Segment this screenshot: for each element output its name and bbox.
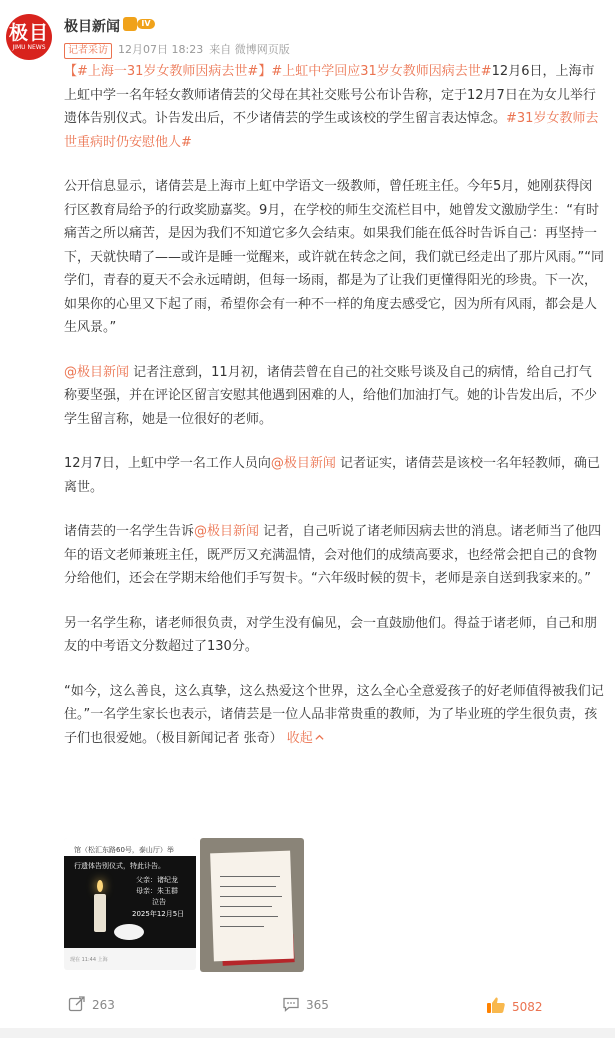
paragraph-text: 12月7日，上虹中学一名工作人员向 [64, 456, 271, 471]
paragraph-text: “如今，这么善良，这么真挚，这么热爱这个世界，这么全心全意爱孩子的好老师值得被我们记住。”一名学生家长也表示，诸倩芸是一位人品非常贵重的教师，为了毕业班的学生很负责，孩子们也很爱她。（极目新闻记者 张奇） [64, 683, 604, 746]
chevron-up-icon [315, 733, 324, 742]
obit-line: 泣告 [152, 898, 166, 906]
post-source: 来自 微博网页版 [209, 43, 290, 56]
avatar-logo-subtext: JIMU NEWS [12, 44, 46, 51]
level-badge[interactable] [123, 16, 157, 32]
author-avatar[interactable] [6, 14, 52, 60]
post-tag: 记者采访 [64, 43, 112, 59]
author-name[interactable]: 极目新闻 [64, 19, 120, 35]
photo-thumbnail-card[interactable] [200, 838, 304, 972]
paragraph-3 [64, 361, 604, 432]
photo-grid [64, 838, 304, 972]
paragraph-7 [64, 680, 604, 751]
action-bar [0, 980, 615, 1028]
hashtag-link[interactable]: #31岁女教师去世重病时仍安慰他人# [64, 111, 599, 150]
mention-link[interactable]: @极目新闻 [194, 524, 260, 539]
paragraph-5 [64, 520, 604, 591]
paragraph-text: 记者，自己听说了诸老师因病去世的消息。诸老师当了他四年的语文老师兼班主任，既严厉又充满温情，会对他们的成绩高要求，也经常会把自己的食物分给他们，还会在学期末给他们手写贺卡。“六年级时候的贺卡，老师是亲自送到我家来的。” [64, 524, 602, 586]
collapse-button[interactable] [287, 731, 324, 746]
collapse-label: 收起 [286, 730, 313, 746]
comment-button[interactable] [282, 996, 329, 1012]
paragraph-6: 另一名学生称，诸老师很负责，对学生没有偏见，会一直鼓励他们。得益于诸老师，自己和朋友的中考语文分数超过了130分。 [64, 615, 598, 654]
mention-link[interactable]: @极目新闻 [64, 364, 130, 380]
obit-line: 父亲：诸纪龙 [136, 876, 178, 884]
obit-line: 2025年12月5日 [132, 910, 185, 918]
repost-icon [68, 996, 86, 1012]
repost-button[interactable] [68, 996, 115, 1012]
level-label: IV [137, 19, 155, 29]
paragraph-text: 记者注意到，11月初，诸倩芸曾在自己的社交账号谈及自己的病情，给自己打气称要坚强，并在评论区留言安慰其他遇到困难的人，给他们加油打气。她的讣告发出后，不少学生留言称，她是一位很好的老师。 [64, 364, 598, 427]
paragraph-2: 公开信息显示，诸倩芸是上海市上虹中学语文一级教师，曾任班主任。今年5月，她刚获得闵行区教育局给予的行政奖励嘉奖。9月，在学校的师生交流栏目中，她曾发文激励学生：“有时痛苦之所以痛苦，是因为我们不知道它多久会结束。如果我们能在低谷时告诉自己：再坚持一下，天就快晴了——或许是睡一觉醒来，或许就在转念之间，我们就已经走出了那片风雨。”“同学们，青春的夏天不会永远晴朗，但每一场雨，都是为了让我们更懂得阳光的珍贵。下一次，如果你的心里又下起了雨，希望你会有一种不一样的角度去感受它，因为所有风雨，都会是人生风景。” [64, 179, 604, 335]
paragraph-1 [64, 60, 604, 154]
repost-count: 263 [92, 998, 115, 1012]
paragraph-4 [64, 452, 604, 499]
feed-divider [0, 1028, 615, 1038]
paragraph-text: 诸倩芸的一名学生告诉 [64, 524, 195, 539]
post-time[interactable]: 12月07日 18:23 [118, 43, 204, 56]
hashtag-link[interactable]: #上虹中学回应31岁女教师因病去世# [271, 64, 492, 79]
paragraph-text: 记者证实，诸倩芸是该校一名年轻教师，确已离世。 [64, 456, 600, 495]
paragraph-text: 12月6日，上海市上虹中学一名年轻女教师诸倩芸的父母在其社交账号公布讣告称，定于12月7日在为女儿举行遗体告别仪式。讣告发出后，不少诸倩芸的学生或该校的学生留言表达悼念。 [64, 64, 596, 126]
photo-thumbnail-obituary[interactable] [64, 838, 196, 970]
avatar-logo-text: 极目 [8, 22, 49, 44]
candle-flame [97, 880, 103, 892]
comment-icon [282, 996, 300, 1012]
comment-count: 365 [306, 998, 329, 1012]
like-count: 5082 [512, 1000, 543, 1014]
flower-image [114, 924, 144, 940]
crown-icon [123, 17, 137, 31]
post-header [0, 0, 615, 60]
obit-line: 馆（松汇东路60号，泰山厅）举 [74, 846, 174, 854]
obit-line: 行遗体告别仪式，特此讣告。 [74, 862, 165, 870]
candle-image [94, 894, 106, 932]
post-meta [64, 41, 290, 59]
hashtag-link[interactable]: 【#上海一31岁女教师因病去世#】 [64, 64, 272, 79]
thumbs-up-icon [486, 996, 506, 1014]
post-content [64, 60, 604, 750]
obit-line: 母亲：朱玉群 [136, 887, 178, 895]
mention-link[interactable]: @极目新闻 [270, 456, 336, 471]
photo-footer-text: 现在 11:44 上海 [70, 957, 108, 963]
like-button[interactable] [486, 996, 543, 1014]
